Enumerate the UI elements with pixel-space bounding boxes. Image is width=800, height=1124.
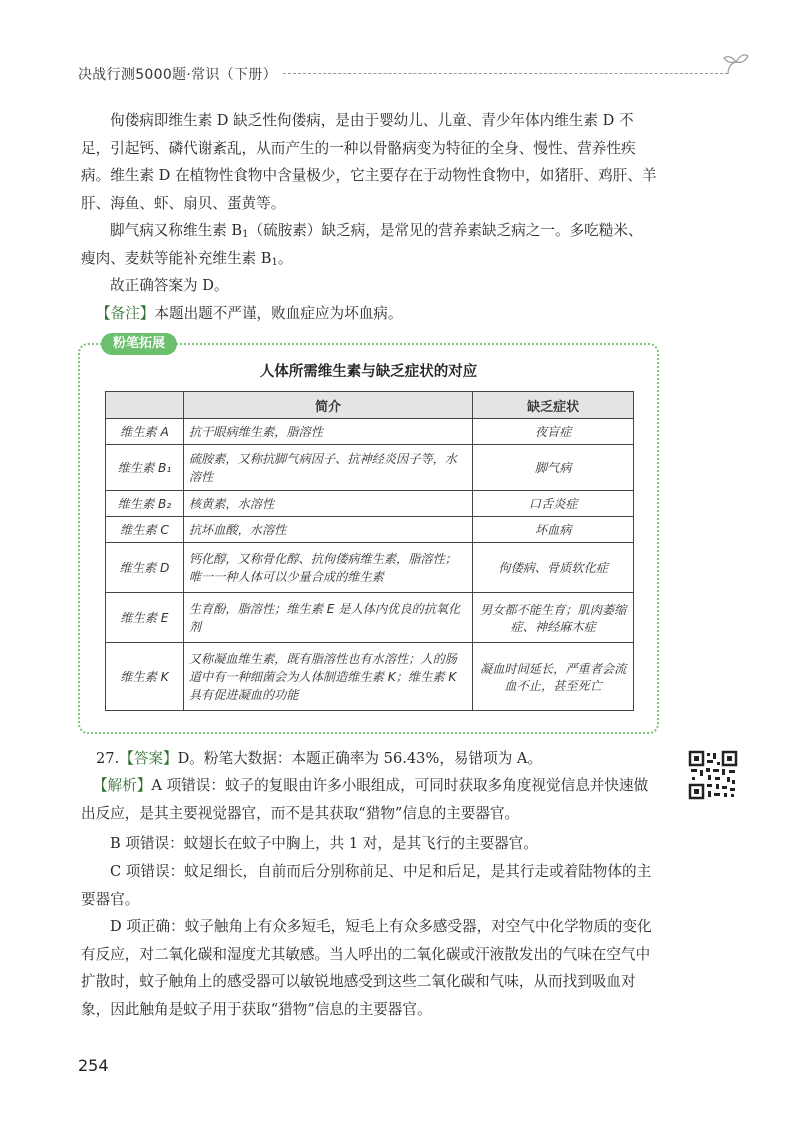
q27-answer-line — [96, 745, 656, 773]
paragraph-rickets-text: 佝偻病即维生素 D 缺乏性佝偻病，是由于婴幼儿、儿童、青少年体内维生素 D 不足，引起钙、磷代谢紊乱，从而产生的一种以骨骼病变为特征的全身、慢性、营养性疾病。维生素 D 在植物性食物中含量极少，它主要存在于动物性食物中，如猪肝、鸡肝、羊肝、海鱼、虾、扇贝、蛋黄等。 — [81, 112, 657, 212]
vitamin-name: 维生素 D — [106, 543, 184, 593]
note-text: 本题出题不严谨，败血症应为坏血病。 — [154, 305, 403, 322]
question-number: 27. — [96, 750, 120, 767]
table-header-row — [106, 392, 634, 419]
column-header: 简介 — [183, 392, 472, 419]
analysis-a — [81, 772, 657, 827]
header-divider — [283, 73, 728, 74]
column-header: 缺乏症状 — [473, 392, 634, 419]
answer-text: D。粉笔大数据：本题正确率为 56.43%，易错项为 A。 — [177, 750, 543, 767]
vitamin-symptom: 脚气病 — [473, 445, 634, 491]
column-header — [106, 392, 184, 419]
table-row — [106, 419, 634, 445]
page-number: 254 — [78, 1056, 109, 1075]
subscript-1: 1 — [242, 229, 249, 240]
vitamin-name: 维生素 C — [106, 517, 184, 543]
table-row — [106, 445, 634, 491]
vitamin-desc: 钙化醇，又称骨化醇、抗佝偻病维生素，脂溶性；唯一一种人体可以少量合成的维生素 — [183, 543, 472, 593]
vitamin-symptom: 口舌炎症 — [473, 491, 634, 517]
vitamin-symptom: 坏血病 — [473, 517, 634, 543]
vitamin-desc: 生育酚，脂溶性；维生素 E 是人体内优良的抗氧化剂 — [183, 593, 472, 643]
sprout-icon — [722, 50, 750, 78]
beriberi-text-1: 脚气病又称维生素 B — [110, 222, 243, 239]
vitamin-symptom: 凝血时间延长，严重者会流血不止，甚至死亡 — [473, 643, 634, 711]
note-line — [96, 300, 672, 328]
analysis-a-text: A 项错误：蚊子的复眼由许多小眼组成，可同时获取多角度视觉信息并快速做出反应，是其主要视觉器官，而不是其获取“猎物”信息的主要器官。 — [81, 777, 649, 822]
vitamin-desc: 核黄素，水溶性 — [183, 491, 472, 517]
vitamin-symptom: 夜盲症 — [473, 419, 634, 445]
paragraph-answer: 故正确答案为 D。 — [110, 277, 229, 294]
analysis-c: C 项错误：蚊足细长，自前而后分别称前足、中足和后足，是其行走或着陆物体的主要器官。 — [81, 863, 652, 908]
table-row — [106, 593, 634, 643]
table-row — [106, 643, 634, 711]
vitamin-desc: 抗坏血酸，水溶性 — [183, 517, 472, 543]
vitamin-name: 维生素 B₁ — [106, 445, 184, 491]
vitamin-table — [105, 391, 634, 711]
running-header-title: 决战行测5000题·常识（下册） — [78, 67, 277, 83]
qr-code-icon[interactable] — [688, 750, 738, 800]
subscript-1b: 1 — [271, 256, 278, 268]
vitamin-symptom: 男女都不能生育；肌肉萎缩症、神经麻木症 — [473, 593, 634, 643]
beriberi-text-3: 。 — [277, 249, 293, 267]
table-row — [106, 543, 634, 593]
table-row — [106, 517, 634, 543]
table-row — [106, 491, 634, 517]
analysis-label: 【解析】 — [93, 777, 152, 794]
table-title: 人体所需维生素与缺乏症状的对应 — [259, 364, 478, 380]
vitamin-desc: 抗干眼病维生素，脂溶性 — [183, 419, 472, 445]
analysis-d: D 项正确：蚊子触角上有众多短毛，短毛上有众多感受器，对空气中化学物质的变化有反应，对二氧化碳和湿度尤其敏感。当人呼出的二氧化碳或汗液散发出的气味在空气中扩散时，蚊子触角上的感受器可以敏锐地感受到这些二氧化碳和气味，从而找到吸血对象，因此触角是蚊子用于获取“猎物”信息的主要器官。 — [81, 918, 652, 1018]
paragraph-rickets — [81, 107, 657, 217]
vitamin-name: 维生素 K — [106, 643, 184, 711]
vitamin-symptom: 佝偻病、骨质软化症 — [473, 543, 634, 593]
vitamin-name: 维生素 E — [106, 593, 184, 643]
extension-tag: 粉笔拓展 — [101, 333, 177, 355]
answer-label: 【答案】 — [119, 750, 178, 767]
note-label: 【备注】 — [96, 305, 155, 322]
paragraph-beriberi — [81, 217, 657, 272]
vitamin-name: 维生素 A — [106, 419, 184, 445]
vitamin-name: 维生素 B₂ — [106, 491, 184, 517]
beriberi-text-2: （硫胺素）缺乏病，是常见的营养素缺乏病之一。多吃糙米、瘦肉、麦麸等能补充维生素 B — [81, 222, 643, 267]
vitamin-desc: 硫胺素，又称抗脚气病因子、抗神经炎因子等，水溶性 — [183, 445, 472, 491]
vitamin-desc: 又称凝血维生素，既有脂溶性也有水溶性；人的肠道中有一种细菌会为人体制造维生素 K；维生素 K 具有促进凝血的功能 — [183, 643, 472, 711]
analysis-b: B 项错误：蚊翅长在蚊子中胸上，共 1 对，是其飞行的主要器官。 — [110, 835, 538, 852]
